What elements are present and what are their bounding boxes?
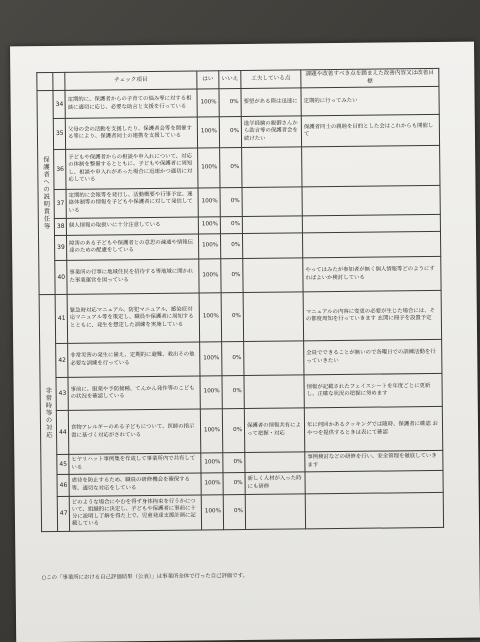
row-improvement: 事例検討などの研修を行い、安全管理を徹底していきます [305,450,443,471]
row-effort: 進学経験の親御さんから助言等の保護者会を続けたい [241,116,301,148]
row-effort [245,452,305,473]
table-row [39,256,441,294]
row-yes-percent: 100% [198,217,220,234]
header-effort: 工夫している点 [241,70,301,89]
row-number: 36 [54,149,66,189]
row-no-percent: 0% [223,494,245,529]
row-effort: 新しく人材が入った時にも研修 [245,472,305,495]
row-yes-percent: 100% [198,234,220,259]
row-improvement [302,214,440,232]
row-yes-percent: 100% [198,188,220,217]
row-improvement: マニュアルの内容に変更の必要が生じた場合には、その都度周知を行っていきます 玄関に冊子を設置予定 [303,290,442,340]
row-check-item: どのような場合にやむを得ず身体拘束を行うかについて、組織的に決定し、子どもや保護者に事前に十分に説明し了解を得た上で、児童発達支援計画に記載している [69,495,201,531]
table-row [41,492,443,531]
evaluation-table [36,68,444,532]
row-check-item: 子どもや保護者からの相談や申入れについて、対応の体制を整備するとともに、子どもや保護者に周知し、相談や申入れがあった場合に迅速かつ適切に対応している [66,148,198,189]
row-number: 38 [54,218,66,235]
table-row [40,406,442,454]
row-improvement [302,185,440,215]
row-number: 44 [56,410,68,454]
row-improvement: 年に何回かあるクッキングでは随時、保護者に確認 おやつを提供するときは表にて確認 [304,406,442,451]
table-row [39,290,441,343]
row-no-percent: 0% [219,89,241,117]
row-effort: 保護者の情報共有によって把握・対応 [244,408,304,453]
row-improvement: 保護者同士の親睦を目的とした会はこれからも開催して [301,114,439,146]
row-yes-percent: 100% [197,117,219,148]
row-check-item: 非常災害の発生に備え、定期的に避難、救出その他必要な訓練を行っている [68,342,200,377]
row-improvement [305,470,443,493]
table-row [37,114,439,149]
row-no-percent: 0% [222,341,244,375]
row-no-percent: 0% [221,259,243,293]
footnote: ○この「事業所における自己評価結果（公表）」は事業所全体で行った自己評価です。 [41,572,249,582]
row-improvement: やってはみたが参加者が無く個人情報等どのようにすればよいか検討している [303,256,441,291]
row-check-item: ヒヤリハット事例集を作成して事業所内で共有している [69,453,201,474]
row-effort [243,258,303,293]
row-check-item: 緊急時対応マニュアル、防犯マニュアル、感染症対応マニュアル等を策定し、職員や保護者に周知するとともに、発生を想定した訓練を実施している [67,293,200,343]
header-improvement: 課題や改善すべき点を踏まえた改善内容又は改善目標 [301,68,439,87]
row-no-percent: 0% [220,148,242,188]
document-page [10,42,480,642]
row-number: 35 [53,118,65,149]
row-number: 34 [53,90,65,118]
row-yes-percent: 100% [199,259,221,293]
table-row [40,373,442,410]
row-improvement: 定期的に行ってみたい [301,86,439,115]
row-no-percent: 0% [222,375,244,408]
row-improvement: 情報が記載されたフェイスシートを年度ごとに更新し、正確な状況の把握に努めます [304,373,442,407]
row-no-percent: 0% [223,452,245,472]
row-no-percent: 0% [222,408,244,452]
row-effort [242,233,302,259]
category-accountability: 保護者への説明責任等 [37,90,55,294]
row-improvement: 全員でできることが無いので各曜日での訓練活動を行っていきたい [304,339,442,374]
row-check-item: 定期的に会報等を発行し、活動概要や行事予定、連絡体制等の情報を子どもや保護者に対して発信している [66,188,198,218]
row-effort [242,147,302,188]
row-yes-percent: 100% [200,376,222,409]
row-improvement [305,492,443,528]
row-yes-percent: 100% [198,148,220,188]
row-check-item: 父母の会の活動を支援したり、保護者会等を開催する等により、保護者同士の連携を支援している [65,117,197,149]
row-check-item: 食物アレルギーのある子どもについて、医師の指示書に基づく対応がされている [68,409,200,454]
row-improvement [302,231,440,257]
row-number: 39 [54,235,66,260]
row-yes-percent: 100% [200,342,222,376]
header-check-item: チェック項目 [65,71,197,90]
row-effort [244,341,304,376]
row-check-item: 個人情報の取扱いに十分注意している [66,217,198,235]
table-row [37,86,439,118]
row-no-percent: 0% [220,234,242,259]
row-number: 43 [56,377,68,410]
row-check-item: 虐待を防止するため、職員の研修機会を確保する等、適切な対応をしている [69,473,201,496]
category-emergency: 非常時等の対応 [39,294,57,531]
header-yes: はい [197,71,219,89]
row-number: 45 [57,454,69,474]
row-check-item: 定期的に、保護者からの子育ての悩み等に対する相談に適切に応じ、必要な助言と支援を行っている [65,89,197,118]
row-effort [245,494,305,530]
header-no: いいえ [219,71,241,89]
row-no-percent: 0% [223,472,245,494]
row-effort: 要望がある際は迅速に [241,88,301,117]
row-improvement [302,145,440,186]
row-yes-percent: 100% [199,293,222,342]
table-row [38,145,440,189]
row-check-item: 事前に、服薬や予防接種、てんかん発作等のこどもの状況を確認している [68,376,200,410]
row-yes-percent: 100% [200,409,222,453]
header-blank [37,72,53,90]
row-no-percent: 0% [221,293,244,342]
row-check-item: 事業所の行事に地域住民を招待する等地域に開かれた事業運営を図っている [67,259,199,294]
row-yes-percent: 100% [197,89,219,117]
row-number: 47 [57,496,69,531]
row-effort [242,216,302,234]
row-effort [244,375,304,409]
table-row [38,185,440,218]
row-number: 40 [55,260,67,294]
row-no-percent: 0% [220,217,242,234]
row-number: 41 [55,294,68,343]
row-effort [243,292,304,342]
row-no-percent: 0% [220,188,242,217]
row-yes-percent: 100% [201,453,223,473]
row-number: 46 [57,474,69,496]
row-no-percent: 0% [219,117,241,148]
row-number: 37 [54,189,66,218]
header-number [53,72,65,90]
table-row [40,339,442,377]
row-yes-percent: 100% [201,473,223,495]
row-effort [242,187,302,217]
row-yes-percent: 100% [201,495,223,530]
row-check-item: 障害のある子どもや保護者との意思の疎通や情報伝達のための配慮をしている [66,234,198,260]
row-number: 42 [56,343,68,377]
